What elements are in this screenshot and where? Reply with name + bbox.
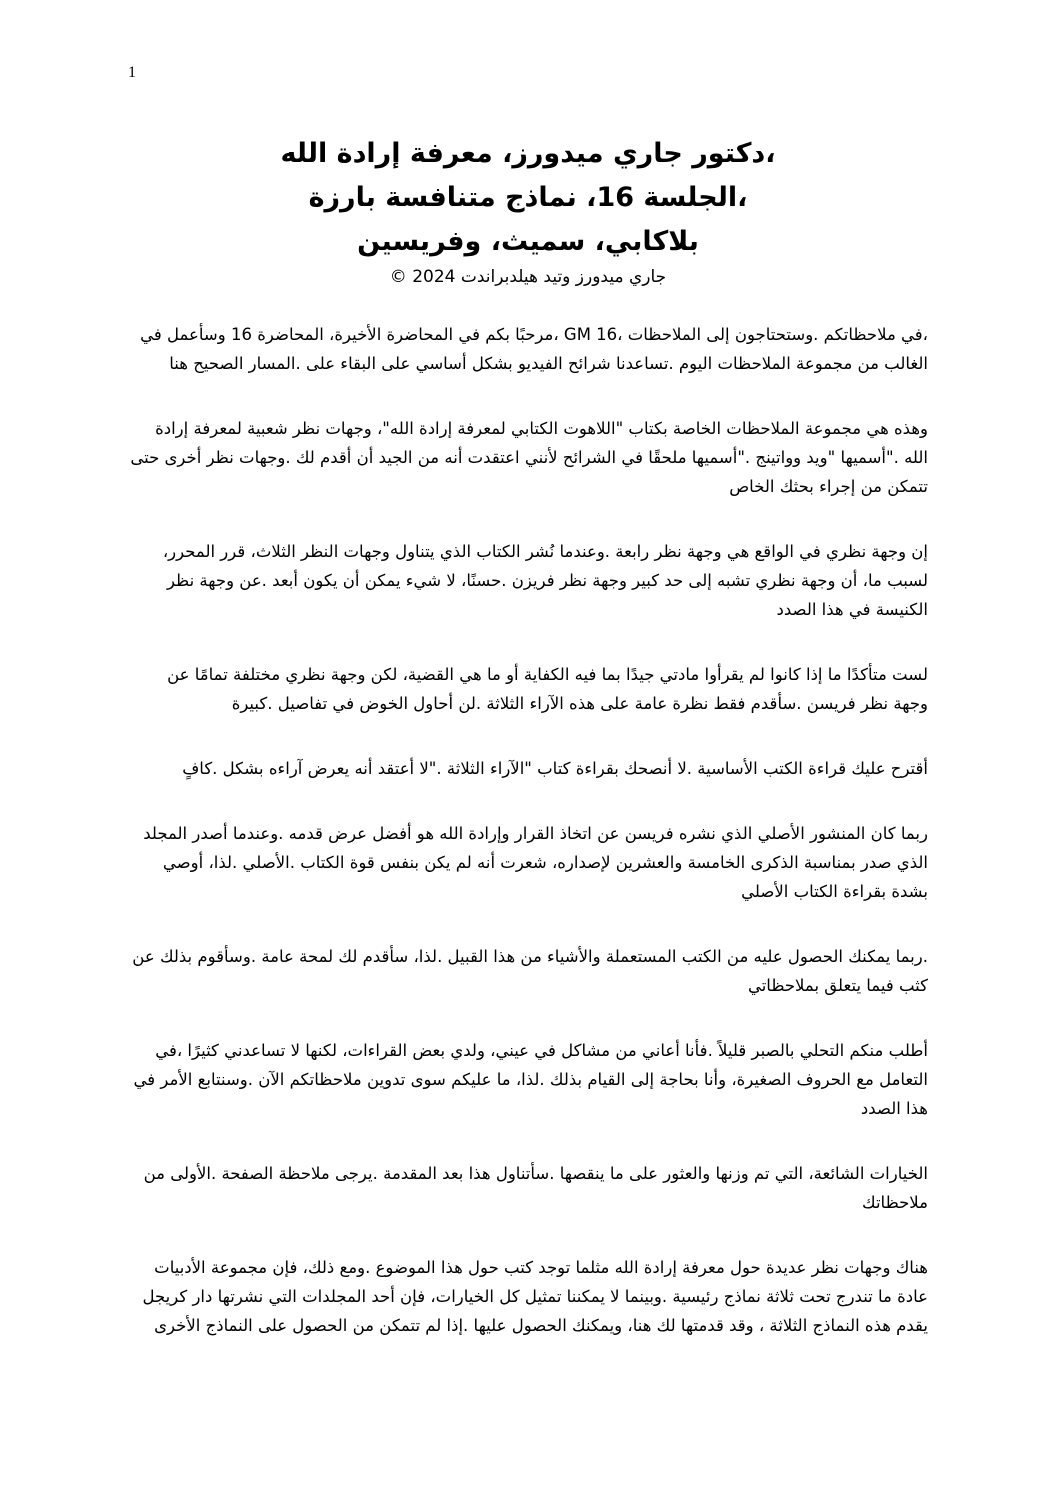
paragraph-6: ربما كان المنشور الأصلي الذي نشره فريسن عن اتخاذ القرار وإرادة الله هو أفضل عرض قدمه .وعندما أصدر المجلد الذي صدر بمناسبة الذكرى الخامسة والعشرين لإصداره، شعرت أنه لم يكن بنفس قوة الكتاب .الأصلي .لذا، أوصي بشدة بقراءة الكتاب الأصلي (143, 824, 928, 901)
paragraph-2: وهذه هي مجموعة الملاحظات الخاصة بكتاب "اللاهوت الكتابي لمعرفة إرادة الله"، وجهات نظر شعبية لمعرفة إرادة الله ."أسميها "ويد وواتينج ."أسميها ملحقًا في الشرائح لأنني اعتقدت أنه من الجيد أن أقدم لك .وجهات نظر أخرى حتى تتمكن من إجراء بحثك الخاص (130, 419, 928, 496)
copyright-line: جاري ميدورز وتيد هيلدبراندت 2024 © (389, 267, 667, 287)
page-number: 1 (128, 64, 136, 81)
document-header (130, 132, 926, 290)
document-body (128, 320, 928, 1376)
paragraph-3: إن وجهة نظري في الواقع هي وجهة نظر رابعة .وعندما نُشر الكتاب الذي يتناول وجهات النظر الثلاث، قرر المحرر، لسبب ما، أن وجهة نظري تشبه إلى حد كبير وجهة نظر فريزن .حسنًا، لا شيء يمكن أن يكون أبعد .عن وجهة نظر الكنيسة في هذا الصدد (162, 542, 928, 619)
paragraph-7: .ربما يمكنك الحصول عليه من الكتب المستعملة والأشياء من هذا القبيل .لذا، سأقدم لك لمحة عامة .وسأقوم بذلك عن كثب فيما يتعلق بملاحظاتي (132, 947, 928, 995)
paragraph-5: أقترح عليك قراءة الكتب الأساسية .لا أنصحك بقراءة كتاب "الآراء الثلاثة ."لا أعتقد أنه يعرض آراءه بشكل .كافٍ (182, 759, 928, 778)
paragraph-4: لست متأكدًا ما إذا كانوا لم يقرأوا مادتي جيدًا بما فيه الكفاية أو ما هي القضية، لكن وجهة نظري مختلفة تمامًا عن وجهة نظر فريسن .سأقدم فقط نظرة عامة على هذه الآراء الثلاثة .لن أحاول الخوض في تفاصيل .كبيرة (167, 665, 928, 713)
paragraph-1: ،في ملاحظاتكم .وستحتاجون إلى الملاحظات ،GM 16 ،مرحبًا بكم في المحاضرة الأخيرة، المحاضرة 16 وسأعمل في الغالب من مجموعة الملاحظات اليوم .تساعدنا شرائح الفيديو بشكل أساسي على البقاء على .المسار الصحيح هنا (140, 325, 928, 373)
title-line-3: بلاكابي، سميث، وفريسين (357, 226, 699, 257)
paragraph-9: الخيارات الشائعة، التي تم وزنها والعثور على ما ينقصها .سأتناول هذا بعد المقدمة .يرجى ملاحظة الصفحة .الأولى من ملاحظاتك (143, 1164, 928, 1212)
paragraph-8: أطلب منكم التحلي بالصبر قليلاً .فأنا أعاني من مشاكل في عيني، ولدي بعض القراءات، لكنها لا تساعدني كثيرًا ،في التعامل مع الحروف الصغيرة، وأنا بحاجة إلى القيام بذلك .لذا، ما عليكم سوى تدوين ملاحظاتكم الآن .وسنتابع الأمر في هذا الصدد (133, 1041, 928, 1118)
title-line-1: ،دكتور جاري ميدورز، معرفة إرادة الله (280, 138, 776, 169)
paragraph-10: هناك وجهات نظر عديدة حول معرفة إرادة الله مثلما توجد كتب حول هذا الموضوع .ومع ذلك، فإن مجموعة الأدبيات عادة ما تندرج تحت ثلاثة نماذج رئيسية .وبينما لا يمكننا تمثيل كل الخيارات، فإن أحد المجلدات التي نشرتها دار كريجل يقدم هذه النماذج الثلاثة ، وقد قدمتها لك هنا، ويمكنك الحصول عليها .إذا لم تتمكن من الحصول على النماذج الأخرى (142, 1258, 928, 1335)
title-line-2: ،الجلسة 16، نماذج متنافسة بارزة (308, 182, 748, 213)
